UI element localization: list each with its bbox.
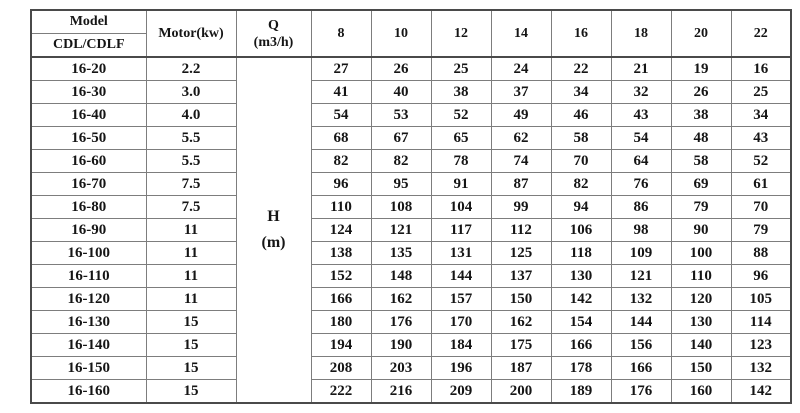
head-value-cell: 61 [731, 173, 791, 196]
head-value-cell: 25 [731, 81, 791, 104]
head-value-cell: 166 [311, 288, 371, 311]
head-value-cell: 74 [491, 150, 551, 173]
head-symbol: H [267, 208, 280, 225]
table-row [31, 219, 791, 242]
head-value-cell: 118 [551, 242, 611, 265]
motor-power-cell: 15 [146, 380, 236, 404]
flow-rate-header-cell: 18 [611, 10, 671, 57]
head-value-cell: 32 [611, 81, 671, 104]
head-value-cell: 144 [431, 265, 491, 288]
head-value-cell: 166 [611, 357, 671, 380]
head-value-cell: 157 [431, 288, 491, 311]
table-row [31, 127, 791, 150]
header-row-top [31, 10, 791, 34]
head-value-cell: 125 [491, 242, 551, 265]
model-cell: 16-80 [31, 196, 146, 219]
head-value-cell: 53 [371, 104, 431, 127]
table-row [31, 150, 791, 173]
head-value-cell: 24 [491, 57, 551, 81]
head-value-cell: 130 [551, 265, 611, 288]
head-value-cell: 26 [371, 57, 431, 81]
head-value-cell: 87 [491, 173, 551, 196]
head-value-cell: 70 [731, 196, 791, 219]
head-value-cell: 190 [371, 334, 431, 357]
table-row [31, 380, 791, 404]
motor-header: Motor(kw) [146, 10, 236, 57]
head-value-cell: 99 [491, 196, 551, 219]
head-value-cell: 130 [671, 311, 731, 334]
head-unit: (m) [261, 234, 286, 251]
head-value-cell: 105 [731, 288, 791, 311]
head-value-cell: 120 [671, 288, 731, 311]
model-cell: 16-110 [31, 265, 146, 288]
head-value-cell: 196 [431, 357, 491, 380]
head-value-cell: 58 [671, 150, 731, 173]
head-value-cell: 148 [371, 265, 431, 288]
model-cell: 16-120 [31, 288, 146, 311]
head-value-cell: 203 [371, 357, 431, 380]
head-value-cell: 106 [551, 219, 611, 242]
motor-power-cell: 2.2 [146, 57, 236, 81]
head-value-cell: 91 [431, 173, 491, 196]
head-value-cell: 65 [431, 127, 491, 150]
model-cell: 16-140 [31, 334, 146, 357]
motor-power-cell: 7.5 [146, 196, 236, 219]
head-value-cell: 152 [311, 265, 371, 288]
motor-power-cell: 3.0 [146, 81, 236, 104]
head-value-cell: 175 [491, 334, 551, 357]
model-cell: 16-50 [31, 127, 146, 150]
head-value-cell: 112 [491, 219, 551, 242]
motor-power-cell: 11 [146, 265, 236, 288]
head-value-cell: 108 [371, 196, 431, 219]
motor-power-cell: 11 [146, 219, 236, 242]
head-value-cell: 135 [371, 242, 431, 265]
head-value-cell: 131 [431, 242, 491, 265]
model-cell: 16-90 [31, 219, 146, 242]
head-value-cell: 200 [491, 380, 551, 404]
head-value-cell: 109 [611, 242, 671, 265]
head-value-cell: 208 [311, 357, 371, 380]
head-value-cell: 110 [671, 265, 731, 288]
head-value-cell: 40 [371, 81, 431, 104]
head-value-cell: 86 [611, 196, 671, 219]
table-row [31, 242, 791, 265]
pump-head-table [30, 9, 792, 404]
head-value-cell: 69 [671, 173, 731, 196]
model-cell: 16-130 [31, 311, 146, 334]
head-value-cell: 38 [431, 81, 491, 104]
model-cell: 16-160 [31, 380, 146, 404]
head-value-cell: 209 [431, 380, 491, 404]
table-row [31, 104, 791, 127]
head-value-cell: 137 [491, 265, 551, 288]
head-value-cell: 123 [731, 334, 791, 357]
head-value-cell: 27 [311, 57, 371, 81]
head-value-cell: 140 [671, 334, 731, 357]
table-body [31, 57, 791, 403]
head-value-cell: 26 [671, 81, 731, 104]
head-value-cell: 180 [311, 311, 371, 334]
model-cell: 16-70 [31, 173, 146, 196]
model-cell: 16-100 [31, 242, 146, 265]
head-value-cell: 117 [431, 219, 491, 242]
head-value-cell: 176 [611, 380, 671, 404]
motor-power-cell: 5.5 [146, 127, 236, 150]
motor-power-cell: 11 [146, 242, 236, 265]
flow-rate-header-cell: 14 [491, 10, 551, 57]
model-cell: 16-40 [31, 104, 146, 127]
head-value-cell: 162 [371, 288, 431, 311]
model-cell: 16-60 [31, 150, 146, 173]
head-value-cell: 41 [311, 81, 371, 104]
table-row [31, 196, 791, 219]
model-cell: 16-20 [31, 57, 146, 81]
head-value-cell: 62 [491, 127, 551, 150]
flow-rate-header-cell: 10 [371, 10, 431, 57]
model-cell: 16-150 [31, 357, 146, 380]
flow-rate-header-cell: 8 [311, 10, 371, 57]
flow-rate-header-cell: 16 [551, 10, 611, 57]
motor-power-cell: 11 [146, 288, 236, 311]
head-value-cell: 194 [311, 334, 371, 357]
head-value-cell: 170 [431, 311, 491, 334]
head-value-cell: 104 [431, 196, 491, 219]
head-value-cell: 37 [491, 81, 551, 104]
flow-rate-header-cell: 12 [431, 10, 491, 57]
head-value-cell: 222 [311, 380, 371, 404]
head-value-cell: 94 [551, 196, 611, 219]
head-value-cell: 166 [551, 334, 611, 357]
head-value-cell: 160 [671, 380, 731, 404]
head-value-cell: 79 [671, 196, 731, 219]
table-row [31, 357, 791, 380]
head-value-cell: 49 [491, 104, 551, 127]
head-value-cell: 216 [371, 380, 431, 404]
head-value-cell: 38 [671, 104, 731, 127]
head-value-cell: 178 [551, 357, 611, 380]
flow-rate-header-cell: 22 [731, 10, 791, 57]
table-header [31, 10, 791, 57]
head-value-cell: 154 [551, 311, 611, 334]
head-value-cell: 142 [731, 380, 791, 404]
table-row [31, 265, 791, 288]
head-value-cell: 150 [671, 357, 731, 380]
head-value-cell: 70 [551, 150, 611, 173]
head-value-cell: 34 [551, 81, 611, 104]
motor-power-cell: 15 [146, 357, 236, 380]
head-value-cell: 189 [551, 380, 611, 404]
motor-power-cell: 15 [146, 334, 236, 357]
head-value-cell: 58 [551, 127, 611, 150]
head-value-cell: 96 [731, 265, 791, 288]
head-value-cell: 121 [371, 219, 431, 242]
motor-power-cell: 7.5 [146, 173, 236, 196]
model-series-header: CDL/CDLF [31, 34, 146, 58]
head-value-cell: 64 [611, 150, 671, 173]
table-row [31, 311, 791, 334]
head-value-cell: 68 [311, 127, 371, 150]
head-value-cell: 176 [371, 311, 431, 334]
head-value-cell: 52 [431, 104, 491, 127]
head-unit-cell [236, 57, 311, 403]
head-value-cell: 82 [551, 173, 611, 196]
head-value-cell: 138 [311, 242, 371, 265]
head-value-cell: 34 [731, 104, 791, 127]
model-header: Model [31, 10, 146, 34]
head-value-cell: 19 [671, 57, 731, 81]
table-row [31, 173, 791, 196]
head-value-cell: 114 [731, 311, 791, 334]
head-value-cell: 95 [371, 173, 431, 196]
head-value-cell: 25 [431, 57, 491, 81]
flow-symbol: Q [268, 17, 279, 33]
table-row [31, 288, 791, 311]
head-value-cell: 82 [371, 150, 431, 173]
head-value-cell: 132 [731, 357, 791, 380]
head-value-cell: 43 [731, 127, 791, 150]
head-value-cell: 124 [311, 219, 371, 242]
motor-power-cell: 5.5 [146, 150, 236, 173]
head-value-cell: 156 [611, 334, 671, 357]
flow-unit: (m3/h) [253, 34, 294, 50]
head-value-cell: 90 [671, 219, 731, 242]
head-value-cell: 187 [491, 357, 551, 380]
head-value-cell: 76 [611, 173, 671, 196]
head-value-cell: 16 [731, 57, 791, 81]
head-value-cell: 54 [611, 127, 671, 150]
head-value-cell: 43 [611, 104, 671, 127]
head-value-cell: 121 [611, 265, 671, 288]
head-value-cell: 67 [371, 127, 431, 150]
motor-power-cell: 15 [146, 311, 236, 334]
head-value-cell: 110 [311, 196, 371, 219]
table-row [31, 81, 791, 104]
head-value-cell: 142 [551, 288, 611, 311]
head-value-cell: 48 [671, 127, 731, 150]
motor-power-cell: 4.0 [146, 104, 236, 127]
head-value-cell: 132 [611, 288, 671, 311]
head-value-cell: 184 [431, 334, 491, 357]
head-value-cell: 98 [611, 219, 671, 242]
head-value-cell: 88 [731, 242, 791, 265]
head-value-cell: 54 [311, 104, 371, 127]
head-value-cell: 150 [491, 288, 551, 311]
flow-rate-header-cell: 20 [671, 10, 731, 57]
head-value-cell: 46 [551, 104, 611, 127]
head-value-cell: 162 [491, 311, 551, 334]
head-value-cell: 96 [311, 173, 371, 196]
head-value-cell: 100 [671, 242, 731, 265]
head-value-cell: 21 [611, 57, 671, 81]
head-value-cell: 22 [551, 57, 611, 81]
head-value-cell: 79 [731, 219, 791, 242]
head-value-cell: 82 [311, 150, 371, 173]
head-value-cell: 52 [731, 150, 791, 173]
head-value-cell: 144 [611, 311, 671, 334]
table-row [31, 57, 791, 81]
head-value-cell: 78 [431, 150, 491, 173]
table-row [31, 334, 791, 357]
flow-unit-header [236, 10, 311, 57]
model-cell: 16-30 [31, 81, 146, 104]
